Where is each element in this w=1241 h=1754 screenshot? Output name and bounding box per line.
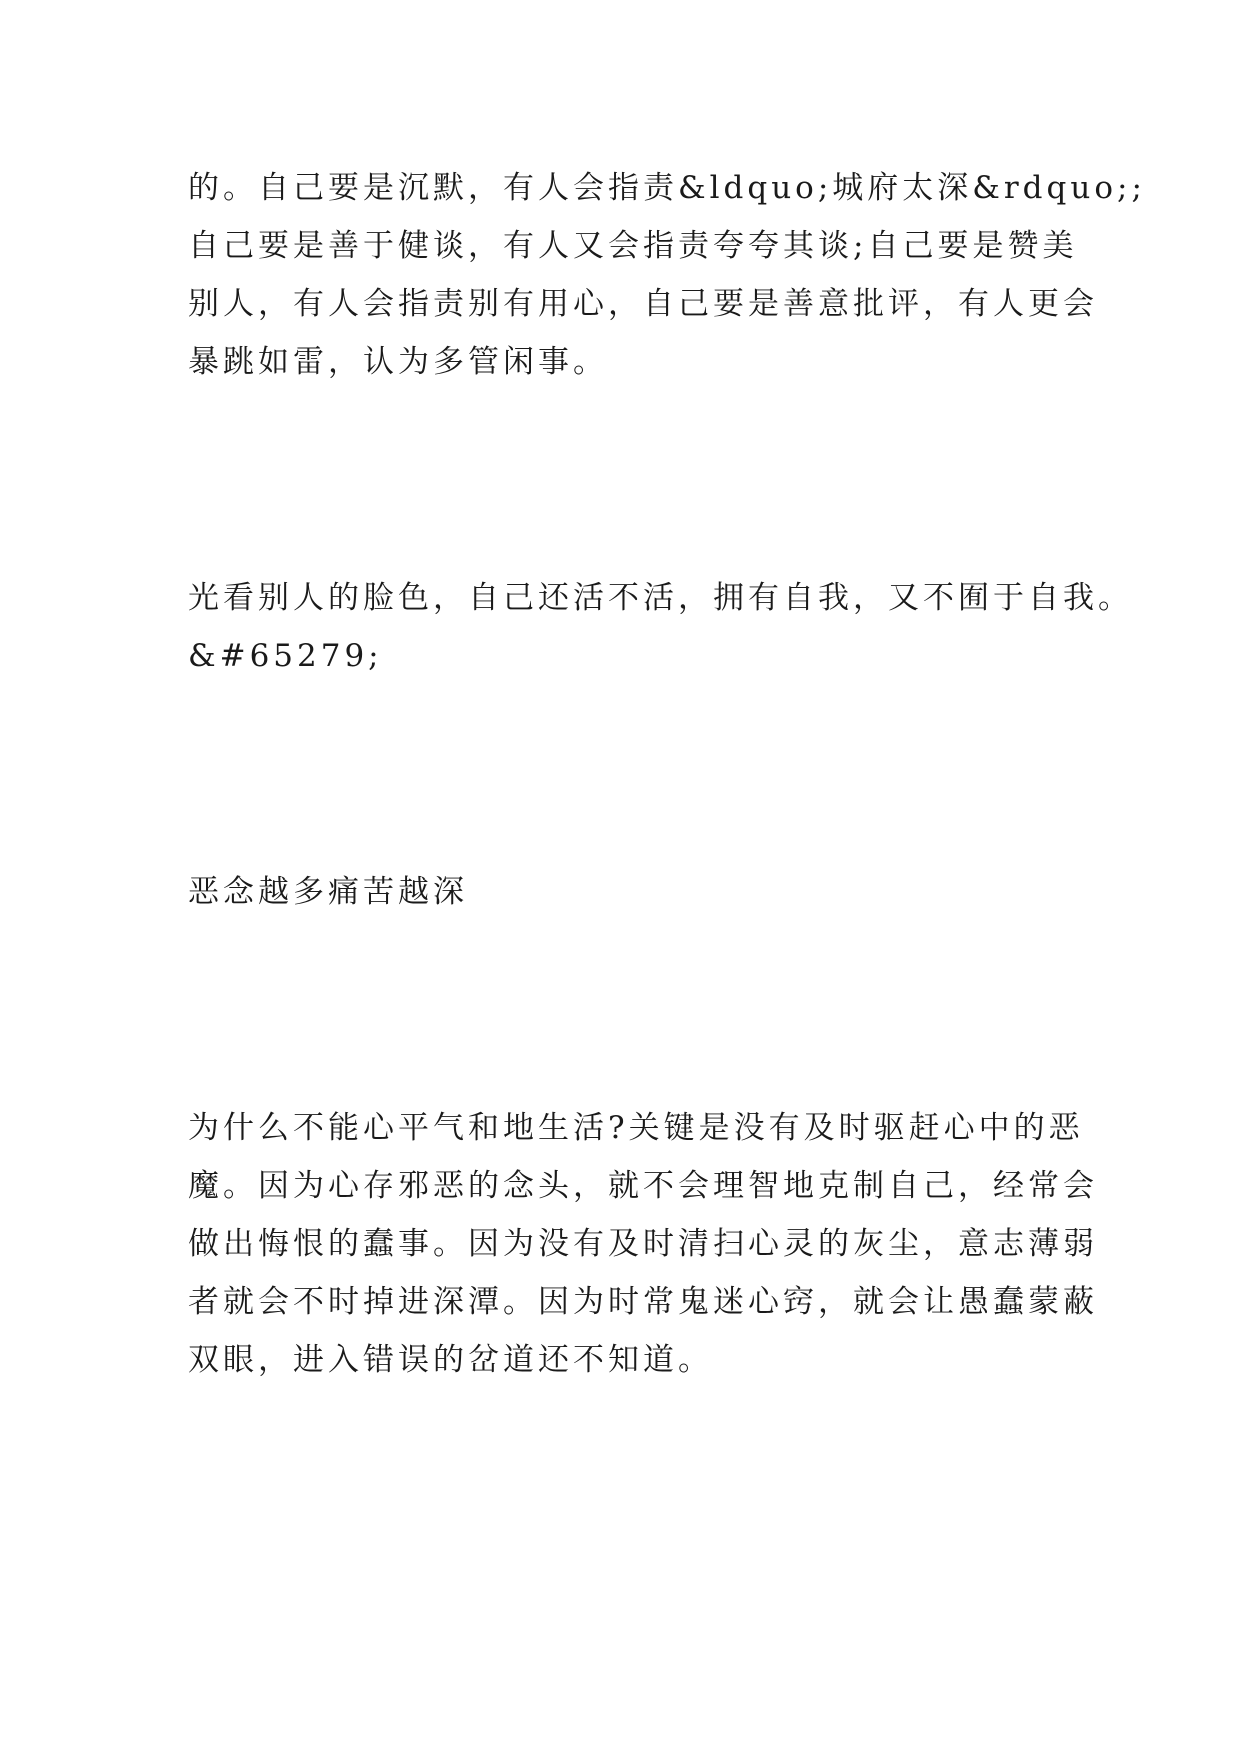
paragraph-3-line-3: 做出悔恨的蠢事。因为没有及时清扫心灵的灰尘，意志薄弱	[188, 1226, 1098, 1262]
paragraph-1-line-3: 别人，有人会指责别有用心，自己要是善意批评，有人更会	[188, 286, 1098, 322]
paragraph-3-line-2: 魔。因为心存邪恶的念头，就不会理智地克制自己，经常会	[188, 1168, 1098, 1204]
paragraph-3-line-4: 者就会不时掉进深潭。因为时常鬼迷心窍，就会让愚蠢蒙蔽	[188, 1284, 1098, 1320]
paragraph-1-line-1: 的。自己要是沉默，有人会指责&ldquo;城府太深&rdquo;;	[188, 170, 1146, 206]
paragraph-3-line-1: 为什么不能心平气和地生活?关键是没有及时驱赶心中的恶	[188, 1110, 1084, 1146]
paragraph-2-line-2: &#65279;	[188, 638, 383, 674]
section-heading: 恶念越多痛苦越深	[188, 874, 468, 910]
paragraph-2-line-1: 光看别人的脸色，自己还活不活，拥有自我，又不囿于自我。	[188, 580, 1133, 616]
paragraph-1-line-4: 暴跳如雷，认为多管闲事。	[188, 344, 608, 380]
paragraph-3-line-5: 双眼，进入错误的岔道还不知道。	[188, 1342, 713, 1378]
paragraph-1-line-2: 自己要是善于健谈，有人又会指责夸夸其谈;自己要是赞美	[188, 228, 1078, 264]
